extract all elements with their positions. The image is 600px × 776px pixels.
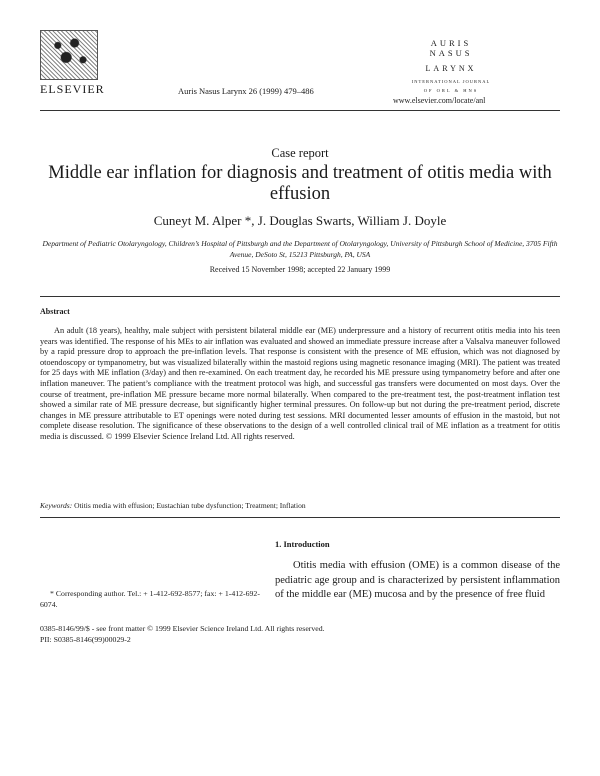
introduction-text: Otitis media with effusion (OME) is a common disease of the pediatric age group and is characterized by persistent inflammation of the middle ear (ME) mucosa and by the presence of free fluid: [275, 560, 560, 601]
article-type: Case report: [271, 146, 329, 160]
journal-reference: Auris Nasus Larynx 26 (1999) 479–486: [178, 86, 314, 96]
journal-url[interactable]: www.elsevier.com/locate/anl: [393, 96, 486, 105]
elsevier-logo: [40, 30, 105, 96]
journal-mark-line-1: AURIS NASUS: [429, 38, 473, 58]
elsevier-tree-icon: [40, 30, 98, 80]
keywords: [40, 501, 306, 510]
author-affiliation: Department of Pediatric Otolaryngology, Children’s Hospital of Pittsburgh and the Department of Otolaryngology, University of Pittsburgh School of Medicine, 3705 Fifth Avenue, DeSoto St, 15213 Pittsburgh, PA, USA: [42, 239, 558, 259]
abstract-text: An adult (18 years), healthy, male subject with persistent bilateral middle ear (ME) underpressure and a history of recurrent otitis media into his teen years was identified. The response of his MEs to air inflation was evaluated and showed an immediate pressure increase after a Valsalva maneuver followed by a rapid pressure drop to approach the pre-inflation levels. That response is consistent with the presence of ME effusion, which was not diagnosed by otoendoscopy or tympanometry, but was visualized bilaterally within the mastoid regions using magnetic resonance imaging (MRI). The patient was treated for 25 days with ME inflation (3/day) and then re-examined. On each treatment day, he recorded his ME pressure using tympanometry before and after one inflation maneuver. The patient’s compliance with the treatment protocol was high, and successful gas transfers were documented on most days. Over the course of treatment, pre-inflation ME pressure became more normal bilaterally. When compared to the pre-treatment test, the post-treatment inflation test showed a similar rate of ME pressure decrease, but significantly higher terminal pressures. On follow-up but not during the pre-treatment period, discrete changes in ME pressure attributable to ET openings were noted during test sessions. MRI documented lesser amounts of effusion in the mastoid, but not complete disease resolution. The significance of these observations to the design of a well controlled clinical trail of ME inflation as a treatment for otitis media is discussed. © 1999 Elsevier Science Ireland Ltd. All rights reserved.: [40, 326, 560, 441]
journal-masthead: [408, 38, 494, 93]
footer: [40, 623, 325, 645]
received-dates: Received 15 November 1998; accepted 22 January 1999: [209, 265, 391, 274]
publisher-name: ELSEVIER: [40, 82, 105, 96]
journal-mark-line-3: INTERNATIONAL JOURNAL: [411, 79, 491, 84]
journal-mark-line-4: OF ORL & HNS: [423, 88, 479, 93]
abstract-divider: [40, 517, 560, 518]
article-authors: Cuneyt M. Alper *, J. Douglas Swarts, William J. Doyle: [153, 213, 447, 228]
corresponding-author-footnote: * Corresponding author. Tel.: + 1-412-692-8577; fax: + 1-412-692-6074.: [40, 589, 260, 609]
title-divider: [40, 296, 560, 297]
header-divider: [40, 110, 560, 111]
journal-mark-line-2: LARYNX: [425, 64, 477, 73]
footer-pii: PII: S0385-8146(99)00029-2: [40, 635, 131, 644]
keywords-list: Otitis media with effusion; Eustachian tube dysfunction; Treatment; Inflation: [74, 501, 306, 510]
abstract-heading: Abstract: [40, 307, 70, 316]
introduction-heading: 1. Introduction: [275, 539, 330, 549]
article-title: Middle ear inflation for diagnosis and treatment of otitis media with effusion: [48, 163, 552, 204]
footer-copyright: 0385-8146/99/$ - see front matter © 1999 Elsevier Science Ireland Ltd. All rights reserved.: [40, 624, 325, 633]
keywords-label: Keywords:: [40, 501, 73, 510]
